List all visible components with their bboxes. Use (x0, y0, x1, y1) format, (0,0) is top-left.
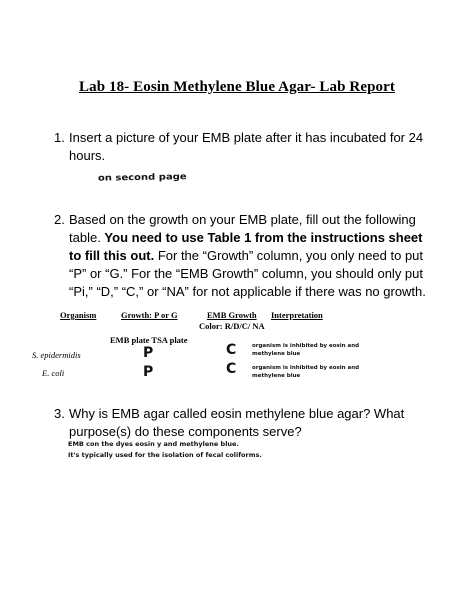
table-header-emb-growth: EMB Growth (207, 310, 257, 320)
handwritten-interpretation: organism is inhibited by eosin and methylene blue (252, 365, 360, 379)
handwritten-growth: P (143, 364, 154, 380)
question-3 (54, 405, 426, 441)
question-number: 2. (54, 212, 65, 227)
table-row-organism: E. coli (42, 368, 65, 378)
handwritten-growth: P (143, 345, 154, 361)
handwritten-emb: C (226, 342, 237, 358)
question-text: Insert a picture of your EMB plate after it has incubated for 24 hours. (69, 130, 424, 163)
handwritten-answer-3-line-1: EMB con the dyes eosin y and methylene blue. (68, 440, 239, 448)
table-header-interpretation: Interpretation (271, 310, 323, 320)
color-key: Color: R/D/C/ NA (199, 321, 265, 331)
page-title: Lab 18- Eosin Methylene Blue Agar- Lab Report (78, 79, 396, 95)
question-2 (54, 211, 426, 301)
question-number: 3. (54, 406, 65, 421)
question-1 (54, 129, 426, 165)
question-number: 1. (54, 130, 65, 145)
table-header-organism: Organism (60, 310, 97, 320)
table-header-growth: Growth: P or G (121, 310, 178, 320)
plate-label: EMB plate TSA plate (110, 335, 188, 345)
handwritten-answer-3-line-2: It's typically used for the isolation of fecal coliforms. (68, 451, 262, 459)
question-text: Based on the growth on your EMB plate, fill out the following table. You need to use Table 1 from the instructions sheet to fill this out. For the “Growth” column, you only need to put “P” or “G.” For the “EMB Growth” column, you should only put “Pi,” “D,” “C,” or “NA” for not applicable if there was no growth. (69, 212, 426, 299)
question-text: Why is EMB agar called eosin methylene blue agar? What purpose(s) do these components serve? (69, 406, 405, 439)
handwritten-answer-1: on second page (97, 172, 187, 184)
table-row-organism: S. epidermidis (32, 350, 81, 360)
handwritten-interpretation: organism is inhibited by eosin and methylene blue (252, 343, 360, 357)
bold-instruction: You need to use Table 1 from the instructions sheet to fill this out. (69, 230, 423, 263)
handwritten-emb: C (226, 361, 237, 377)
